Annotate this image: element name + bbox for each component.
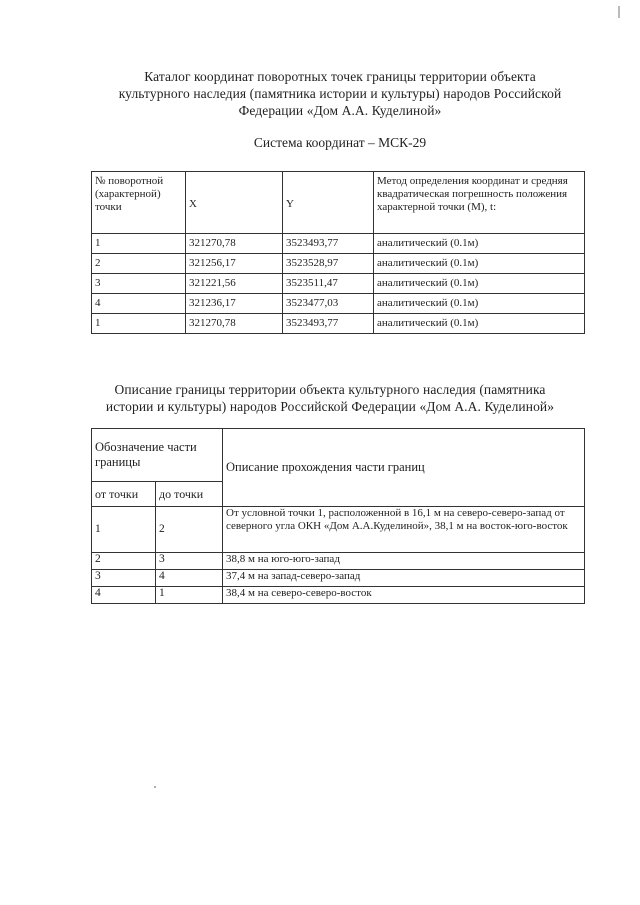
header-x: X	[186, 172, 283, 234]
catalog-title	[80, 68, 600, 119]
description-title	[60, 381, 600, 415]
cell-point-number: 3	[92, 274, 186, 294]
cell-y: 3523477,03	[283, 294, 374, 314]
table-row	[92, 507, 585, 553]
cell-x: 321256,17	[186, 254, 283, 274]
table-row	[92, 254, 585, 274]
cell-to-point: 2	[156, 507, 223, 553]
cell-method: аналитический (0.1м)	[374, 314, 585, 334]
coordinate-system-label: Система координат – МСК-29	[253, 135, 427, 150]
cell-point-number: 2	[92, 254, 186, 274]
cell-from-point: 4	[92, 587, 156, 604]
cell-from-point: 3	[92, 570, 156, 587]
header-from-point: от точки	[92, 482, 156, 507]
cell-y: 3523493,77	[283, 234, 374, 254]
description-title-line: истории и культуры) народов Российской Федерации «Дом А.А. Куделиной»	[105, 399, 555, 414]
cell-from-point: 2	[92, 553, 156, 570]
table-row	[92, 570, 585, 587]
cell-to-point: 4	[156, 570, 223, 587]
table-row	[92, 553, 585, 570]
cell-from-point: 1	[92, 507, 156, 553]
cell-x: 321236,17	[186, 294, 283, 314]
header-passage-description: Описание прохождения части границ	[223, 429, 585, 507]
border-description-table	[91, 428, 585, 604]
cell-y: 3523511,47	[283, 274, 374, 294]
header-part-designation: Обозначение части границы	[92, 429, 223, 482]
cell-to-point: 1	[156, 587, 223, 604]
scan-edge-mark	[618, 6, 620, 18]
coordinates-table	[91, 171, 585, 334]
header-to-point: до точки	[156, 482, 223, 507]
cell-to-point: 3	[156, 553, 223, 570]
scan-speck	[154, 786, 156, 788]
cell-passage-text: 38,4 м на северо-северо-восток	[223, 587, 585, 604]
border-header-row	[92, 429, 585, 482]
cell-point-number: 1	[92, 234, 186, 254]
cell-passage-text: 37,4 м на запад-северо-запад	[223, 570, 585, 587]
cell-method: аналитический (0.1м)	[374, 254, 585, 274]
cell-passage-text: 38,8 м на юго-юго-запад	[223, 553, 585, 570]
table-row	[92, 314, 585, 334]
cell-method: аналитический (0.1м)	[374, 274, 585, 294]
cell-y: 3523493,77	[283, 314, 374, 334]
cell-y: 3523528,97	[283, 254, 374, 274]
cell-passage-text: От условной точки 1, расположенной в 16,1 м на северо-северо-запад от северного угла ОКН «Дом А.А.Куделиной», 38,1 м на восток-юго-восток	[223, 507, 585, 553]
cell-point-number: 4	[92, 294, 186, 314]
cell-x: 321221,56	[186, 274, 283, 294]
cell-x: 321270,78	[186, 314, 283, 334]
description-title-line: Описание границы территории объекта культурного наследия (памятника	[114, 382, 546, 397]
cell-x: 321270,78	[186, 234, 283, 254]
header-method: Метод определения координат и средняя квадратическая погрешность положения характерной точки (M), t:	[374, 172, 585, 234]
header-point-number: № поворотной (характерной) точки	[92, 172, 186, 234]
table-row	[92, 234, 585, 254]
catalog-title-line: Федерации «Дом А.А. Куделиной»	[238, 103, 442, 118]
table-row	[92, 294, 585, 314]
table-row	[92, 587, 585, 604]
cell-method: аналитический (0.1м)	[374, 294, 585, 314]
header-y: Y	[283, 172, 374, 234]
catalog-title-line: Каталог координат поворотных точек границы территории объекта	[144, 69, 536, 84]
catalog-title-line: культурного наследия (памятника истории и культуры) народов Российской	[118, 86, 562, 101]
cell-point-number: 1	[92, 314, 186, 334]
table-row	[92, 274, 585, 294]
coordinates-header-row	[92, 172, 585, 234]
cell-method: аналитический (0.1м)	[374, 234, 585, 254]
